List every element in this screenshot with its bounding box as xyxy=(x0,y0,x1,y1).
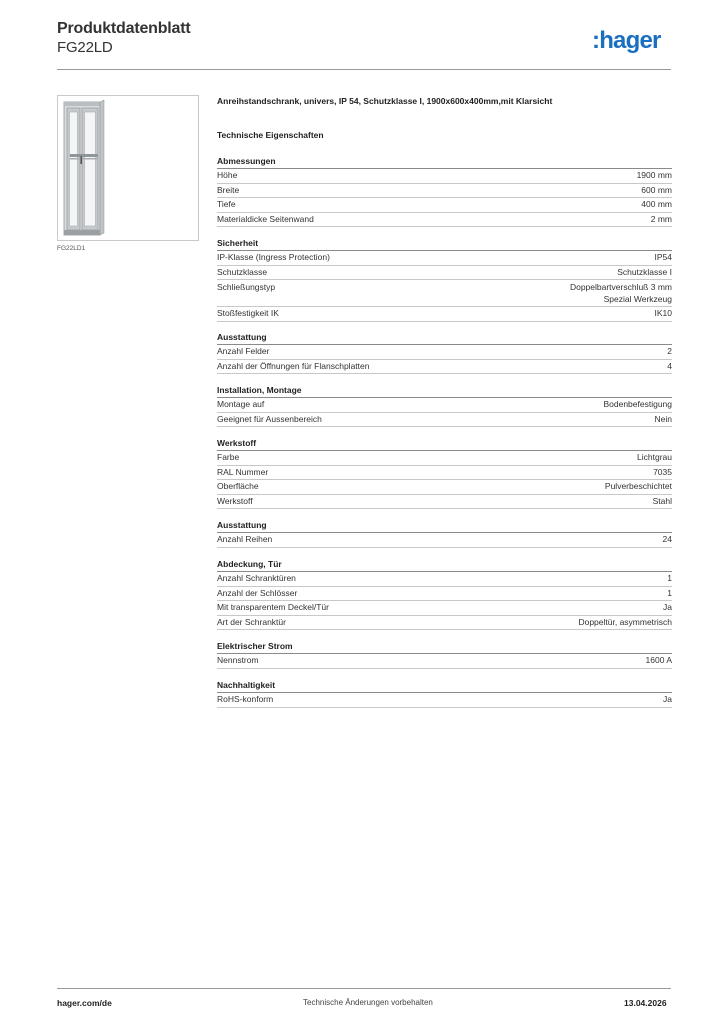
spec-value-line: Nein xyxy=(654,413,672,424)
spec-row xyxy=(217,345,672,360)
spec-label: Anzahl Felder xyxy=(217,346,270,356)
spec-value-line: 2 xyxy=(667,346,672,356)
spec-row xyxy=(217,616,672,631)
section-title: Ausstattung xyxy=(217,330,672,345)
spec-value-line: IK10 xyxy=(654,308,672,318)
spec-value xyxy=(637,169,672,183)
spec-value xyxy=(667,360,672,374)
spec-value xyxy=(667,345,672,359)
spec-row xyxy=(217,601,672,616)
section-title: Ausstattung xyxy=(217,518,672,533)
spec-row xyxy=(217,466,672,481)
spec-value xyxy=(663,601,672,615)
spec-row xyxy=(217,451,672,466)
spec-row xyxy=(217,251,672,266)
spec-section xyxy=(217,518,672,548)
spec-value-line: 1900 mm xyxy=(636,170,672,180)
spec-label: Anzahl Schranktüren xyxy=(217,573,296,583)
spec-label: Höhe xyxy=(217,170,238,180)
spec-label: Anzahl der Schlösser xyxy=(217,587,298,598)
image-caption: FG22LD1 xyxy=(57,245,86,252)
document-title: Produktdatenblatt xyxy=(57,20,191,37)
spec-value-line: 1 xyxy=(667,587,672,598)
spec-label: Stoßfestigkeit IK xyxy=(217,308,279,318)
spec-label: RAL Nummer xyxy=(217,466,269,477)
spec-section xyxy=(217,383,672,427)
spec-row xyxy=(217,360,672,375)
hager-logo: :hager xyxy=(592,27,661,54)
spec-value-line: Pulverbeschichtet xyxy=(604,481,672,491)
spec-value xyxy=(617,266,672,280)
section-title: Werkstoff xyxy=(217,436,672,451)
spec-value-line: Bodenbefestigung xyxy=(603,399,672,409)
spec-row xyxy=(217,572,672,587)
spec-value xyxy=(655,413,672,427)
spec-value-line: 24 xyxy=(662,534,672,544)
footer-website: hager.com/de xyxy=(57,998,112,1008)
spec-label: Materialdicke Seitenwand xyxy=(217,213,314,224)
spec-section xyxy=(217,330,672,374)
spec-value-line: Lichtgrau xyxy=(637,452,672,462)
footer-divider xyxy=(57,988,671,989)
spec-row xyxy=(217,280,672,307)
spec-value-line: 1600 A xyxy=(645,655,672,665)
spec-value xyxy=(663,533,672,547)
spec-value xyxy=(646,654,672,668)
section-title: Elektrischer Strom xyxy=(217,639,672,654)
spec-label: RoHS-konform xyxy=(217,694,274,704)
spec-value-line: 7035 xyxy=(653,466,672,477)
spec-label: Schließungstyp xyxy=(217,282,276,292)
section-title: Abmessungen xyxy=(217,154,672,169)
spec-value xyxy=(578,616,672,630)
spec-value xyxy=(605,480,672,494)
spec-row xyxy=(217,213,672,228)
spec-section xyxy=(217,436,672,509)
footer-notice: Technische Änderungen vorbehalten xyxy=(303,998,433,1007)
spec-row xyxy=(217,654,672,669)
spec-section xyxy=(217,678,672,708)
spec-label: Oberfläche xyxy=(217,481,259,491)
spec-value-line: IP54 xyxy=(654,252,672,262)
spec-row xyxy=(217,495,672,510)
spec-value xyxy=(653,495,672,509)
spec-value-line: Doppelbartverschluß 3 mm xyxy=(569,282,672,292)
spec-row xyxy=(217,307,672,322)
spec-value xyxy=(667,572,672,586)
spec-value-line: 1 xyxy=(667,573,672,583)
spec-label: Tiefe xyxy=(217,199,236,209)
spec-value xyxy=(641,184,672,198)
spec-value-line: 400 mm xyxy=(641,199,672,209)
spec-value xyxy=(653,466,672,480)
section-title: Sicherheit xyxy=(217,236,672,251)
spec-value xyxy=(603,398,672,412)
section-title: Nachhaltigkeit xyxy=(217,678,672,693)
spec-value xyxy=(663,693,672,707)
spec-row xyxy=(217,413,672,428)
spec-value xyxy=(651,213,672,227)
spec-label: Werkstoff xyxy=(217,495,253,506)
product-code: FG22LD xyxy=(57,39,113,56)
spec-label: Geeignet für Aussenbereich xyxy=(217,413,322,424)
product-description: Anreihstandschrank, univers, IP 54, Schutzklasse I, 1900x600x400mm,mit Klarsicht xyxy=(217,96,553,106)
spec-label: Mit transparentem Deckel/Tür xyxy=(217,602,329,612)
spec-label: IP-Klasse (Ingress Protection) xyxy=(217,252,330,262)
spec-value-line: Doppeltür, asymmetrisch xyxy=(578,616,672,627)
spec-section xyxy=(217,639,672,669)
spec-row xyxy=(217,533,672,548)
spec-value-line: Ja xyxy=(663,602,672,612)
spec-value-line: 2 mm xyxy=(650,213,672,224)
section-title: Abdeckung, Tür xyxy=(217,557,672,572)
spec-section xyxy=(217,154,672,227)
spec-row xyxy=(217,198,672,213)
spec-row xyxy=(217,266,672,281)
spec-value xyxy=(641,198,672,212)
spec-value-line: 4 xyxy=(667,360,672,371)
spec-value-line: Stahl xyxy=(652,495,672,506)
header-divider xyxy=(57,69,671,70)
spec-value xyxy=(655,307,673,321)
spec-row xyxy=(217,184,672,199)
spec-label: Montage auf xyxy=(217,399,265,409)
spec-value xyxy=(637,451,672,465)
spec-label: Breite xyxy=(217,184,240,195)
product-image xyxy=(57,95,199,241)
spec-label: Art der Schranktür xyxy=(217,616,286,627)
spec-value xyxy=(655,251,673,265)
spec-label: Nennstrom xyxy=(217,655,259,665)
spec-row xyxy=(217,169,672,184)
spec-value-line: Spezial Werkzeug xyxy=(603,294,672,304)
spec-value xyxy=(570,281,672,305)
footer-date: 13.04.2026 xyxy=(624,998,667,1008)
spec-value xyxy=(667,587,672,601)
spec-value-line: Schutzklasse I xyxy=(617,266,672,277)
section-title: Installation, Montage xyxy=(217,383,672,398)
spec-row xyxy=(217,587,672,602)
properties-heading: Technische Eigenschaften xyxy=(217,130,324,140)
spec-value-line: Ja xyxy=(663,694,672,704)
spec-row xyxy=(217,693,672,708)
spec-label: Anzahl Reihen xyxy=(217,534,273,544)
spec-section xyxy=(217,557,672,630)
cabinet-illustration xyxy=(58,96,198,240)
spec-row xyxy=(217,398,672,413)
spec-label: Farbe xyxy=(217,452,240,462)
spec-value-line: 600 mm xyxy=(641,184,672,195)
spec-label: Anzahl der Öffnungen für Flanschplatten xyxy=(217,360,370,371)
spec-label: Schutzklasse xyxy=(217,266,268,277)
spec-section xyxy=(217,236,672,322)
spec-row xyxy=(217,480,672,495)
